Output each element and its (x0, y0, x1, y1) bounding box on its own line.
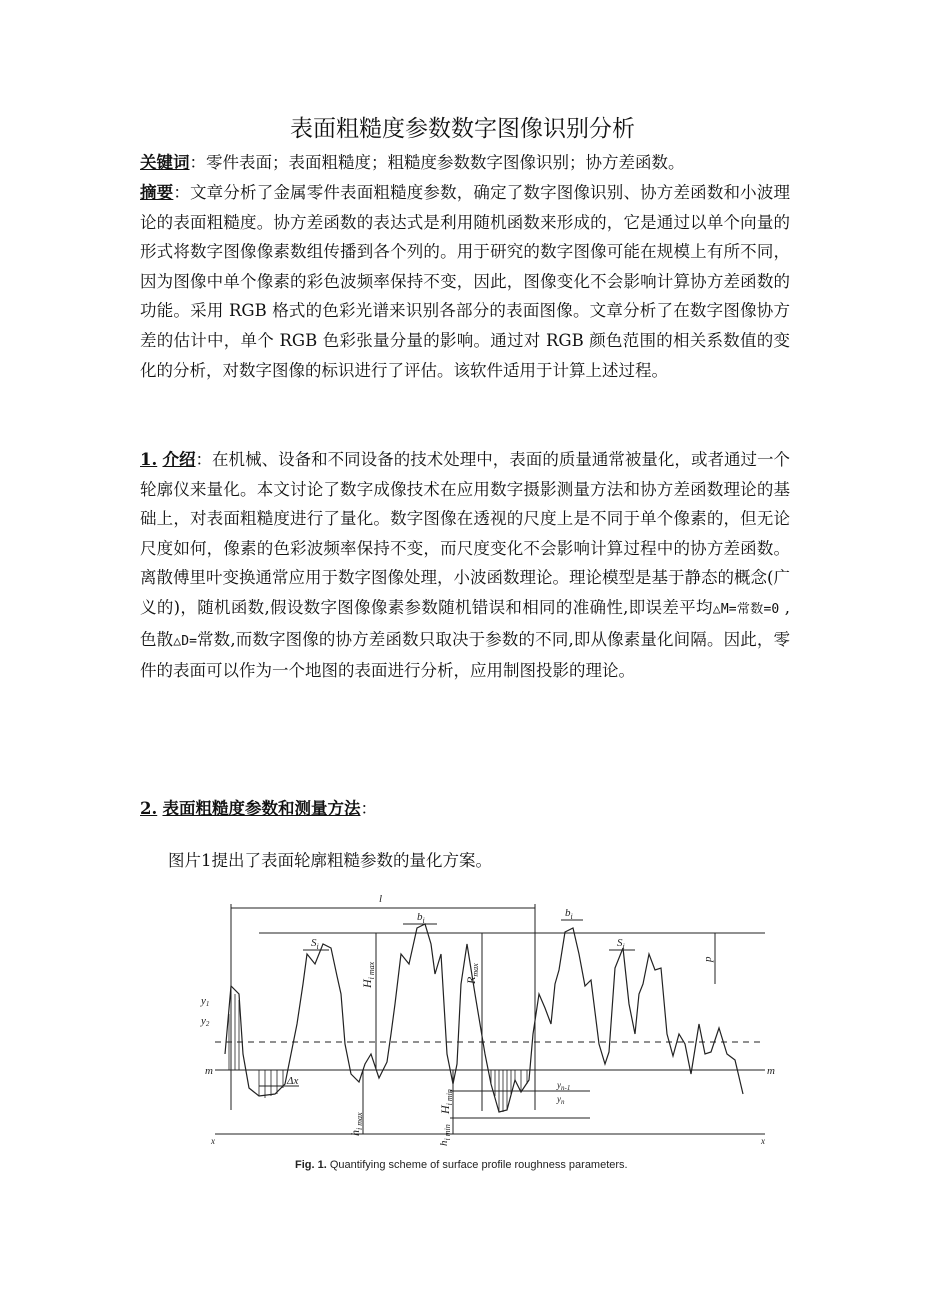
formula-mean-error: △M=常数=0 (712, 601, 780, 617)
label-h-i-min: $h_{i min}$ (438, 1124, 452, 1146)
abstract-sep: ： (173, 183, 191, 202)
label-rmax: $R_{max}$ (464, 963, 480, 984)
label-yn1: $y_{n-1}$ (557, 1080, 571, 1092)
section-2-title: 表面粗糙度参数和测量方法 (162, 799, 361, 818)
keywords-text: 零件表面；表面粗糙度；粗糙度参数数字图像识别；协方差函数。 (206, 153, 685, 172)
label-hi-max: $H_{i max}$ (360, 961, 376, 988)
label-si-2: $S_i$ (617, 937, 625, 951)
figure-1 (195, 884, 795, 1184)
surface-profile-curve (225, 924, 743, 1112)
label-l: l (379, 893, 383, 905)
label-p: p (702, 956, 714, 962)
label-y2: y2 (201, 1015, 210, 1028)
section-2-sep: ： (360, 799, 377, 818)
label-m-right: m (767, 1065, 775, 1077)
section-1-text-c: 常数,而数字图像的协方差函数只取决于参数的不同,即从像素量化间隔。因此，零件的表面可以作为一个地图的表面进行分析，应用制图投影的理论。 (140, 629, 790, 681)
label-dx: Δx (287, 1075, 299, 1087)
section-1-text-b: ,色散 (140, 597, 790, 649)
section-2-intro: 图片1提出了表面轮廓粗糙参数的量化方案。 (168, 851, 492, 870)
figure-caption: Fig. 1. Quantifying scheme of surface profile roughness parameters. (295, 1159, 628, 1171)
keywords-label: 关键词 (140, 153, 190, 172)
label-y1: y1 (201, 995, 210, 1008)
label-x-right: x (761, 1136, 765, 1146)
keywords-paragraph (140, 148, 790, 178)
label-hi-min: $H_{i min}$ (438, 1089, 454, 1114)
label-bi-1: $b_i$ (417, 911, 425, 925)
formula-dispersion: △D= (173, 633, 197, 649)
abstract-paragraph (140, 178, 790, 385)
abstract-text: 文章分析了金属零件表面粗糙度参数，确定了数字图像识别、协方差函数和小波理论的表面粗糙度。协方差函数的表达式是利用随机函数来形成的，它是通过以单个向量的形式将数字图像像素数组传播到各个列的。用于研究的数字图像可能在规模上有所不同，因为图像中单个像素的彩色波频率保持不变，因此，图像变化不会影响计算协方差函数的功能。采用 RGB 格式的色彩光谱来识别各部分的表面图像。文章分析了在数字图像协方差的估计中，单个 RGB 色彩张量分量的影响。通过对 RGB 颜色范围的相关系数值的变化的分析，对数字图像的标识进行了评估。该软件适用于计算上述过程。 (140, 183, 791, 380)
label-bi-2: $b_i$ (565, 907, 573, 921)
section-1-title: 介绍 (162, 450, 196, 469)
section-1-text-a: 在机械、设备和不同设备的技术处理中，表面的质量通常被量化，或者通过一个轮廓仪来量化。本文讨论了数字成像技术在应用数字摄影测量方法和协方差函数理论的基础上，对表面粗糙度进行了量化。数字图像在透视的尺度上是不同于单个像素的，但无论尺度如何，像素的色彩波频率保持不变，而尺度变化不会影响计算过程中的协方差函数。离散傅里叶变换通常应用于数字图像处理，小波函数理论。理论模型是基于静态的概念(广义的)，随机函数,假设数字图像像素参数随机错误和相同的准确性,即误差平均 (140, 450, 791, 617)
abstract-label: 摘要 (140, 183, 174, 202)
section-1-number: 1. (140, 450, 158, 469)
page-title: 表面粗糙度参数数字图像识别分析 (290, 116, 635, 142)
keywords-sep: ： (189, 153, 206, 172)
label-si-1: $S_i$ (311, 937, 319, 951)
section-2-heading (140, 794, 790, 824)
label-yn: $y_n$ (557, 1094, 565, 1106)
section-2-number: 2. (140, 799, 158, 818)
label-h-i-max: $h_{i max}$ (348, 1112, 364, 1136)
label-x-left: x (211, 1136, 215, 1146)
hatch-left (259, 1070, 283, 1098)
label-m-left: m (205, 1065, 213, 1077)
section-1-sep: ： (195, 450, 213, 469)
section-1-body (140, 445, 790, 686)
roughness-profile-diagram (195, 884, 795, 1184)
section-1 (140, 445, 790, 686)
